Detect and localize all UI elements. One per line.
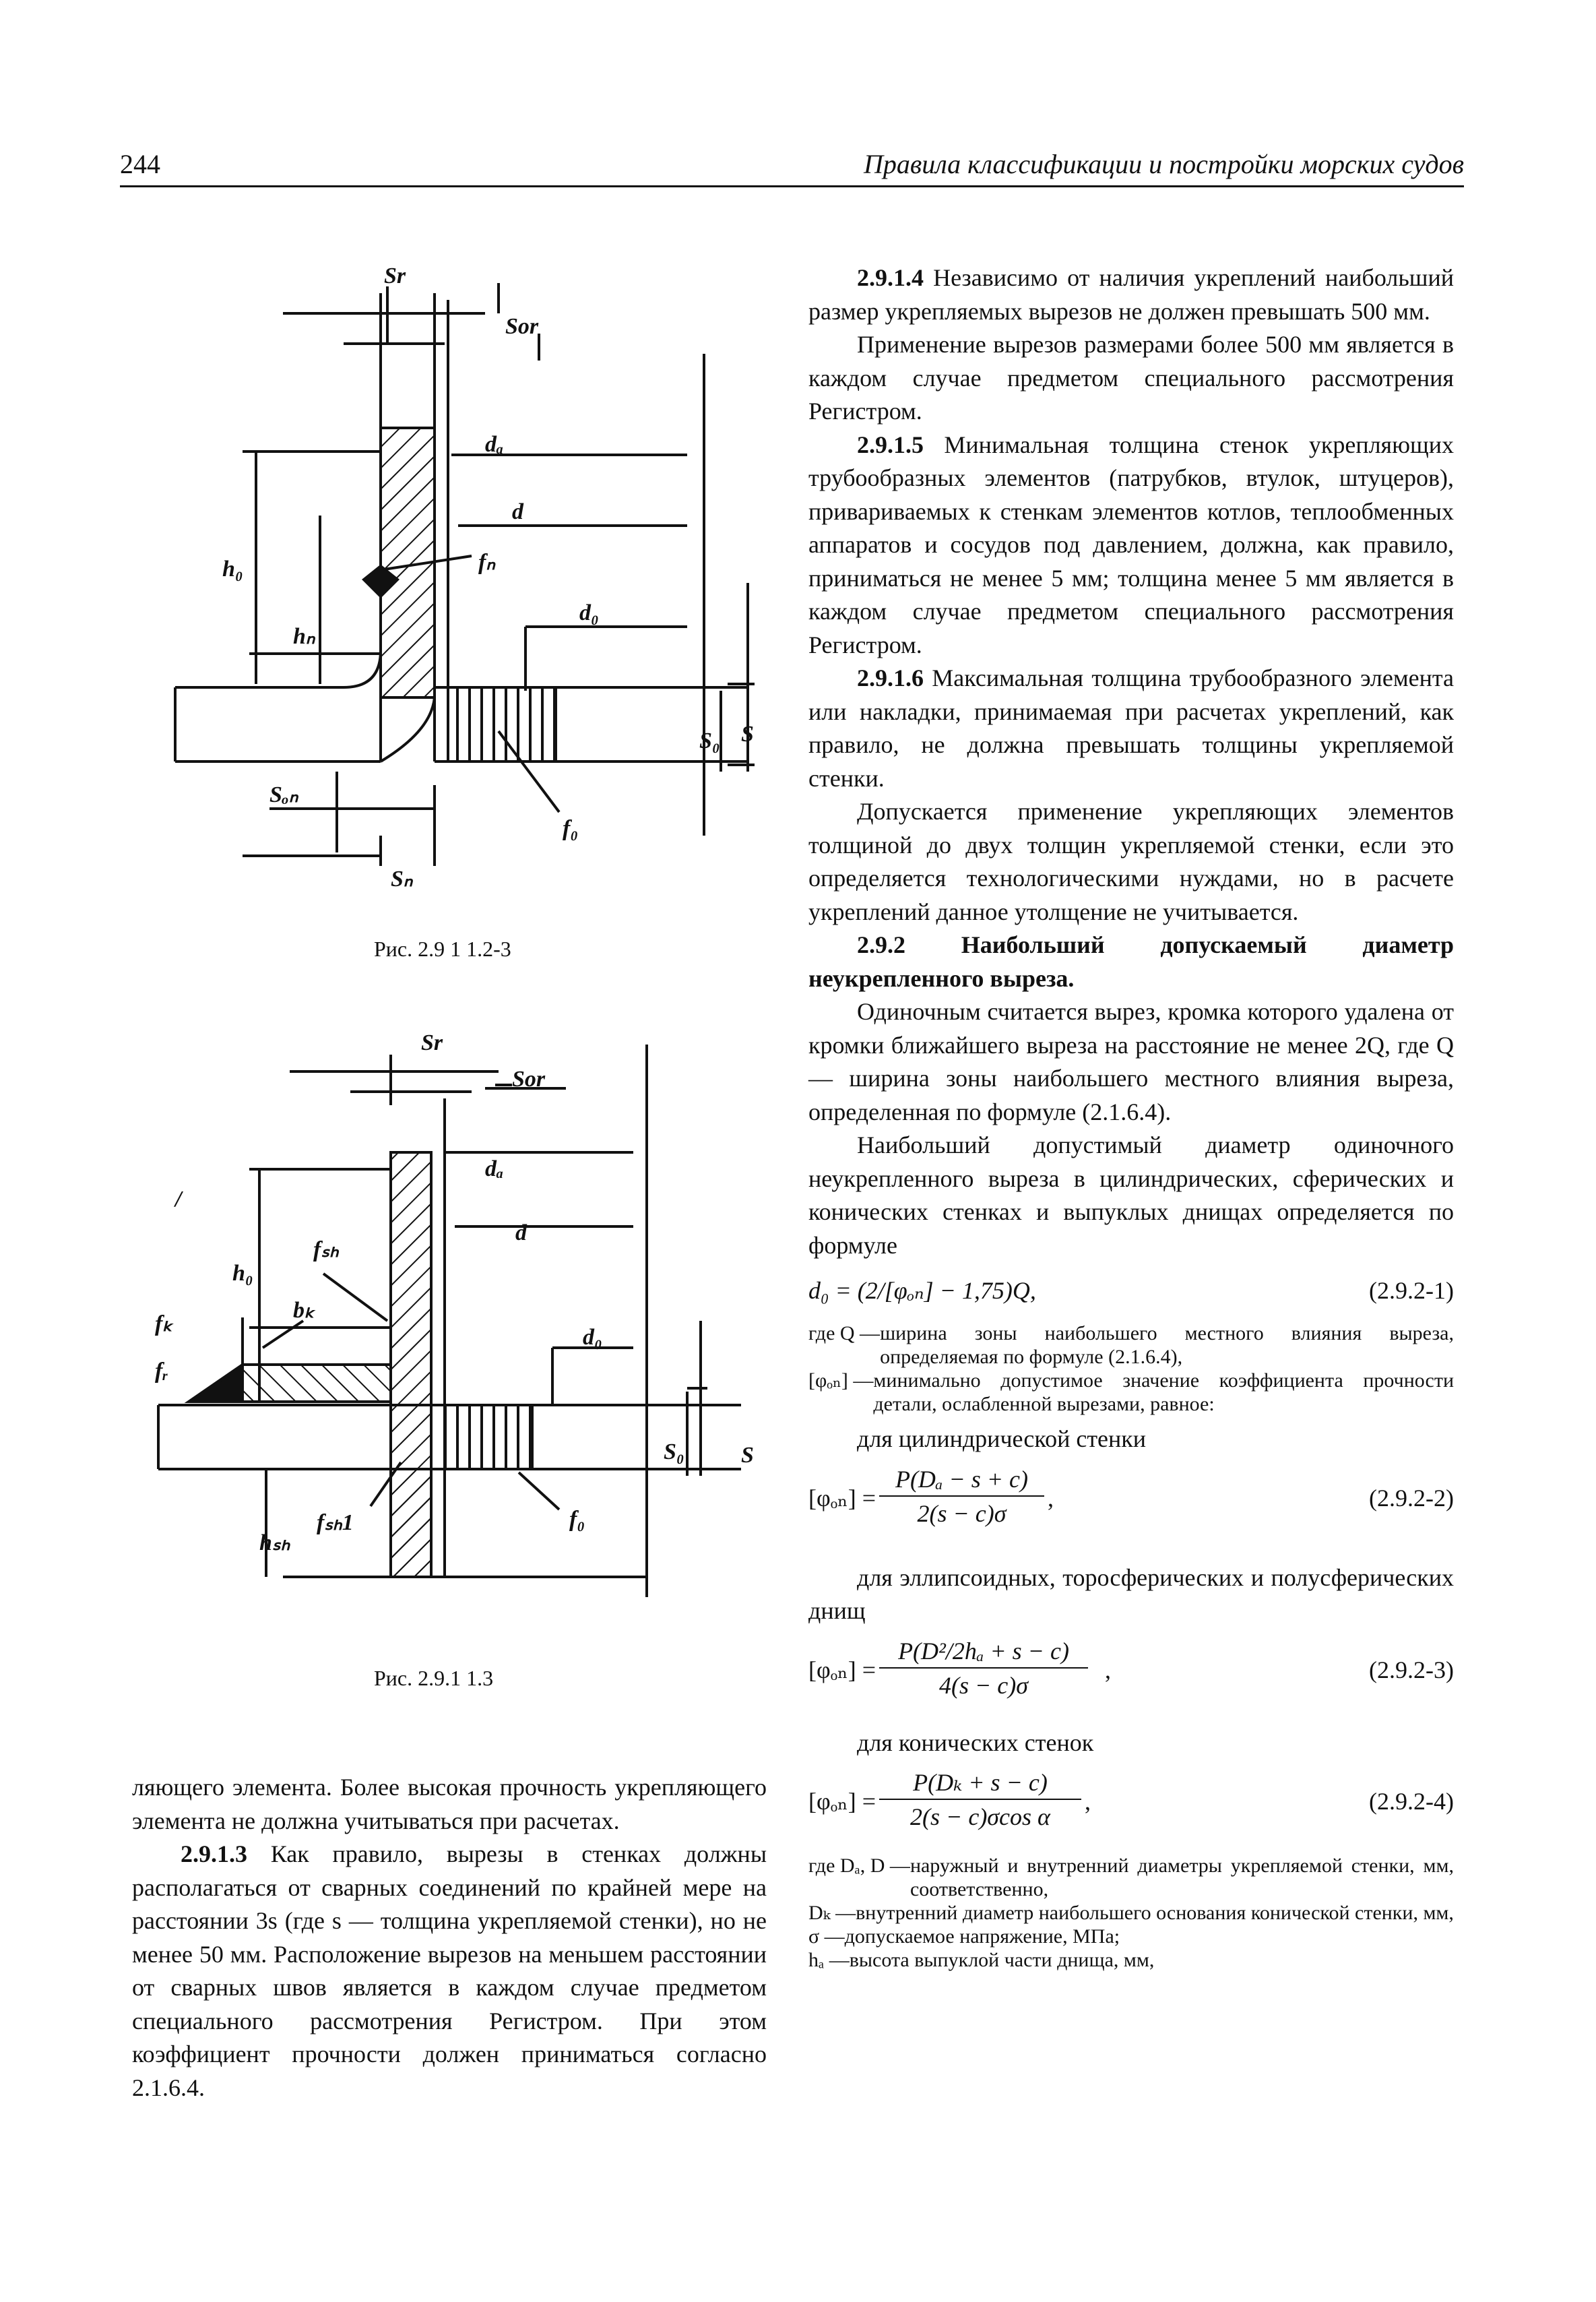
fig1-label-son: Sₒₙ [269, 782, 298, 807]
fig2-label-sr: Sr [421, 1030, 443, 1055]
formula-2-9-2-4-number: (2.9.2-4) [1369, 1788, 1454, 1815]
where-block-1 [808, 1321, 1454, 1416]
running-title: Правила классификации и постройки морских судов [863, 149, 1464, 179]
figure-2-drawing [148, 1024, 775, 1631]
formula-2-9-2-3-numerator: P(D²/2hₐ + s − c) [879, 1635, 1088, 1669]
single-cutout-paragraph: Одиночным считается вырез, кромка которого удалена от кромки ближайшего выреза на расстояние не менее 2Q, где Q — ширина зоны наибольшего местного влияния выреза, определенная по формуле (2.1.6.4). [808, 998, 1454, 1125]
where-sigma-text: допускаемое напряжение, МПа; [844, 1925, 1120, 1948]
section-2-9-2-heading: 2.9.2 Наибольший допускаемый диаметр неукрепленного выреза. [808, 931, 1454, 992]
fig2-label-fsh1: fₛₕ1 [317, 1510, 354, 1535]
formula-2-9-2-2-denominator: 2(s − c)σ [917, 1499, 1007, 1527]
section-2-9-1-5-text: Минимальная толщина стенок укрепляющих трубообразных элементов (патрубков, втулок, штуцеров), привариваемых к стенкам элементов котлов, теплообменных аппаратов и сосудов под давлением, должна, как правило, приниматься не менее 5 мм; толщина менее 5 мм является в каждом случае предметом специального рассмотрения Регистром. [808, 431, 1454, 658]
where-phi-text: минимально допустимое значение коэффициента прочности детали, ослабленной вырезами, равное: [873, 1369, 1454, 1415]
where-q-text: ширина зоны наибольшего местного влияния выреза, определяемая по формуле (2.1.6.4), [880, 1322, 1454, 1368]
section-2-9-1-4-number: 2.9.1.4 [857, 264, 924, 291]
cylindrical-label: для цилиндрической стенки [857, 1425, 1147, 1452]
section-2-9-1-4-text: Независимо от наличия укреплений наибольший размер укрепляемых вырезов не должен превышать 500 мм. [808, 264, 1454, 325]
formula-2-9-2-4-lhs: [φₒₙ] = [808, 1788, 876, 1815]
fig1-label-hn: hₙ [293, 624, 315, 649]
where-d-key: где Dₐ, D — [808, 1855, 910, 1877]
where-dk-text: внутренний диаметр наибольшего основания конической стенки, мм, [856, 1902, 1454, 1924]
fig2-label-d: d [515, 1220, 527, 1245]
formula-2-9-2-2-lhs: [φₒₙ] = [808, 1484, 876, 1512]
formula-2-9-2-4-numerator: P(Dₖ + s − c) [879, 1766, 1081, 1800]
fig1-label-da: dₐ [485, 432, 504, 457]
formula-2-9-2-2-number: (2.9.2-2) [1369, 1484, 1454, 1512]
fig1-label-s0: S₀ [699, 728, 720, 753]
section-2-9-1-6 [808, 662, 1454, 795]
where-sigma-key: σ — [808, 1925, 845, 1948]
where-q [808, 1321, 1454, 1369]
fig2-label-fk: fₖ [155, 1311, 172, 1336]
fig1-label-sn: Sₙ [391, 867, 413, 892]
page-number: 244 [120, 149, 160, 179]
formula-2-9-2-2: [φₒₙ] = $\frac{\text{P(Dₐ − s + c)}}{2(s - c)\sigma}$ , (2.9.2-2) [808, 1463, 1454, 1537]
formula-2-9-2-4-denominator: 2(s − c)σcos α [910, 1803, 1050, 1830]
section-2-9-1-4 [808, 261, 1454, 328]
where-dk [808, 1901, 1454, 1925]
section-2-9-1-3-number: 2.9.1.3 [181, 1840, 247, 1867]
fig2-label-hsh: hₛₕ [259, 1530, 290, 1555]
formula-2-9-2-2-numerator: P(Dₐ − s + c) [879, 1463, 1044, 1497]
fig2-label-h0: h₀ [232, 1261, 253, 1286]
where-q-key: где Q — [808, 1322, 881, 1344]
section-2-9-1-5-number: 2.9.1.5 [857, 431, 924, 458]
where-d-text: наружный и внутренний диаметры укрепляемой стенки, мм, соответственно, [909, 1855, 1454, 1900]
section-2-9-1-6-note: Допускается применение укрепляющих элементов толщиной до двух толщин укрепляемой стенки, если это определяется технологическими нуждами, но в расчете укреплений данное утолщение не учитывается. [808, 798, 1454, 925]
where-phi [808, 1369, 1454, 1416]
where-phi-key: [φₒₙ] — [808, 1369, 874, 1392]
fig2-label-sor: Sor [512, 1067, 546, 1092]
section-2-9-1-3-text: Как правило, вырезы в стенках должны располагаться от сварных соединений по крайней мере на расстоянии 3s (где s — толщина укрепляемой стенки), но не менее 50 мм. Расположение вырезов на меньшем расстоянии от сварных швов является в каждом случае предметом специального рассмотрения Регистром. При этом коэффициент прочности должен приниматься согласно 2.1.6.4. [132, 1840, 767, 2101]
fig2-label-f0: f₀ [569, 1507, 585, 1532]
fig1-label-d0: d₀ [579, 600, 599, 625]
header-rule [120, 185, 1464, 187]
left-column [132, 1771, 767, 2105]
fig1-label-f0: f₀ [563, 816, 579, 841]
where-ha-text: высота выпуклой части днища, мм, [849, 1949, 1155, 1971]
formula-2-9-2-3-fraction [879, 1635, 1088, 1702]
fig2-label-fsh: fₛₕ [313, 1237, 339, 1262]
formula-2-9-2-3-lhs: [φₒₙ] = [808, 1656, 876, 1683]
left-paragraph-continuation: ляющего элемента. Более высокая прочность укрепляющего элемента не должна учитываться при расчетах. [132, 1774, 767, 1834]
formula-2-9-2-1-number: (2.9.2-1) [1369, 1277, 1454, 1304]
fig2-label-da: dₐ [485, 1156, 504, 1181]
right-column [808, 261, 1454, 1972]
formula-2-9-2-4: [φₒₙ] = $\frac{\text{P(Dₖ + s − c)}}{\text{2(s − c)σcos α}}$ , (2.9.2-4) [808, 1766, 1454, 1840]
fig2-label-s: S [741, 1443, 754, 1468]
fig2-label-d0: d₀ [583, 1325, 602, 1350]
formula-2-9-2-3: [φₒₙ] = $\frac{\text{P(D²/2hₐ + s − c)}}{4(s - c)\sigma}$ , (2.9.2-3) [808, 1635, 1454, 1709]
section-2-9-1-5 [808, 429, 1454, 662]
fig1-label-fn: fₙ [478, 550, 495, 575]
fig1-label-sr: Sr [384, 263, 406, 288]
section-2-9-1-6-number: 2.9.1.6 [857, 664, 924, 691]
formula-2-9-2-4-fraction [879, 1766, 1081, 1834]
fig1-label-sor: Sor [505, 314, 539, 339]
section-2-9-1-4-note: Применение вырезов размерами более 500 мм является в каждом случае предметом специального рассмотрения Регистром. [808, 331, 1454, 425]
figure-2-caption: Рис. 2.9.1 1.3 [374, 1666, 494, 1690]
where-ha-key: hₐ — [808, 1949, 850, 1971]
formula-2-9-2-1 [808, 1274, 1454, 1312]
fig1-label-d: d [512, 499, 523, 524]
fig2-label-s0: S₀ [664, 1439, 684, 1464]
formula-2-9-2-3-number: (2.9.2-3) [1369, 1656, 1454, 1683]
fig2-label-slash: / [175, 1187, 182, 1212]
section-2-9-1-6-text: Максимальная толщина трубообразного элемента или накладки, принимаемая при расчетах укреплений, как правило, не должна превышать толщины укрепляемой стенки. [808, 664, 1454, 792]
fig2-label-fr: fᵣ [155, 1359, 168, 1383]
section-2-9-1-3 [132, 1838, 767, 2105]
where-sigma [808, 1925, 1454, 1948]
fig1-label-h0: h₀ [222, 557, 243, 582]
formula-2-9-2-2-fraction [879, 1463, 1044, 1530]
where-d [808, 1854, 1454, 1901]
where-block-2 [808, 1854, 1454, 1972]
where-dk-key: Dₖ — [808, 1902, 856, 1924]
fig1-label-s: S [741, 722, 754, 747]
formula-2-9-2-3-denominator: 4(s − c)σ [938, 1671, 1028, 1699]
figure-1-caption: Рис. 2.9 1 1.2-3 [374, 937, 511, 961]
where-ha [808, 1948, 1454, 1972]
fig2-label-bk: bₖ [293, 1298, 315, 1323]
figure-1-drawing [148, 259, 775, 893]
formula-2-9-2-1-expression: d₀ = (2/[φₒₙ] − 1,75)Q, [808, 1277, 1036, 1304]
max-diameter-paragraph: Наибольший допустимый диаметр одиночного неукрепленного выреза в цилиндрических, сферических и конических стенках и выпуклых днищах определяется по формуле [808, 1131, 1454, 1259]
ellipsoidal-label: для эллипсоидных, торосферических и полусферических днищ [808, 1563, 1454, 1624]
conical-label: для конических стенок [857, 1729, 1094, 1756]
